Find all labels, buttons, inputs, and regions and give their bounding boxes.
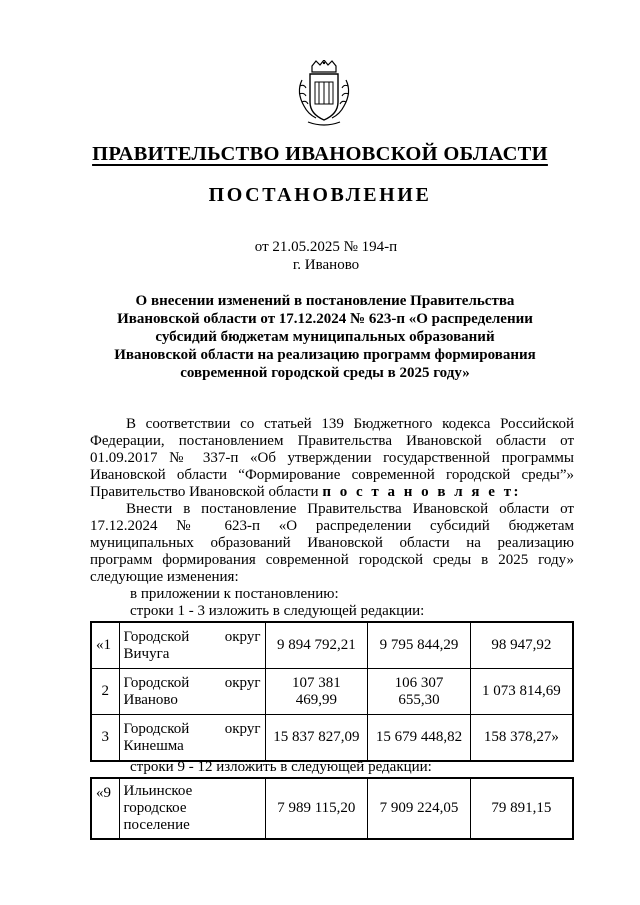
municipality-name <box>119 778 265 839</box>
preamble-paragraph <box>90 416 574 501</box>
table-row <box>91 778 573 839</box>
amount-regional: 158 378,27» <box>470 715 573 762</box>
subject-line: Ивановской области на реализацию программ формирования <box>114 347 536 363</box>
row-number: «9 <box>91 778 119 839</box>
name-part: Городской <box>123 720 190 737</box>
name-part: округ <box>224 628 261 645</box>
amount-regional: 98 947,92 <box>470 622 573 669</box>
name-part: округ <box>224 720 261 737</box>
name-part: Иваново <box>123 691 178 708</box>
amount-federal: 7 909 224,05 <box>368 778 471 839</box>
name-part: Кинешма <box>123 737 184 754</box>
appendix-line: в приложении к постановлению: <box>130 586 339 602</box>
document-city: г. Иваново <box>292 257 360 273</box>
subject-line: современной городской среды в 2025 году» <box>180 365 470 381</box>
document-type-title: ПОСТАНОВЛЕНИЕ <box>208 184 432 206</box>
subsidy-table-rows-1-3 <box>90 621 574 762</box>
subsidy-table-rows-9-12 <box>90 777 574 840</box>
subject-line: О внесении изменений в постановление Правительства <box>135 293 515 309</box>
municipality-name <box>119 669 265 715</box>
preamble-text: В соответствии со статьей 139 Бюджетного кодекса Российской Федерации, постановлением Правительства Ивановской области от 01.09.2017 № 337-п «Об утверждении государственной программы Ивановской области “Формирование современной городской среды”» Правительство Ивановской области <box>90 416 574 500</box>
document-subject <box>100 292 550 382</box>
amount-regional: 1 073 814,69 <box>470 669 573 715</box>
row-number: 2 <box>91 669 119 715</box>
amount-total: 7 989 115,20 <box>265 778 368 839</box>
table-row <box>91 669 573 715</box>
table-row <box>91 715 573 762</box>
amount-federal: 15 679 448,82 <box>368 715 471 762</box>
rows-9-12-line: строки 9 - 12 изложить в следующей редакции: <box>130 759 432 775</box>
name-part: городское <box>123 800 187 816</box>
row-number: «1 <box>91 622 119 669</box>
amount-total: 15 837 827,09 <box>265 715 368 762</box>
name-part: Ильинское <box>123 783 193 799</box>
amount-total: 107 381 469,99 <box>265 669 368 715</box>
amount-federal: 106 307 655,30 <box>368 669 471 715</box>
amount-federal: 9 795 844,29 <box>368 622 471 669</box>
municipality-name <box>119 715 265 762</box>
document-date-number: от 21.05.2025 № 194-п <box>254 239 398 255</box>
name-part: Вичуга <box>123 645 170 662</box>
amount-regional: 79 891,15 <box>470 778 573 839</box>
table-row <box>91 622 573 669</box>
amount-total: 9 894 792,21 <box>265 622 368 669</box>
name-part: Городской <box>123 674 190 691</box>
government-title: ПРАВИТЕЛЬСТВО ИВАНОВСКОЙ ОБЛАСТИ <box>92 143 548 165</box>
subject-line: субсидий бюджетам муниципальных образований <box>155 329 495 345</box>
name-part: поселение <box>123 817 190 833</box>
resolves-word: п о с т а н о в л я е т: <box>322 484 522 500</box>
rows-1-3-line: строки 1 - 3 изложить в следующей редакции: <box>130 603 425 619</box>
ivanovo-coat-of-arms-icon <box>294 60 354 128</box>
subject-line: Ивановской области от 17.12.2024 № 623-п «О распределении <box>117 311 533 327</box>
municipality-name <box>119 622 265 669</box>
amendment-paragraph: Внести в постановление Правительства Ивановской области от 17.12.2024 № 623-п «О распределении субсидий бюджетам муниципальных образований Ивановской области на реализацию программ формирования современной городской среды в 2025 году» следующие изменения: <box>90 501 574 585</box>
row-number: 3 <box>91 715 119 762</box>
name-part: округ <box>224 674 261 691</box>
name-part: Городской <box>123 628 190 645</box>
